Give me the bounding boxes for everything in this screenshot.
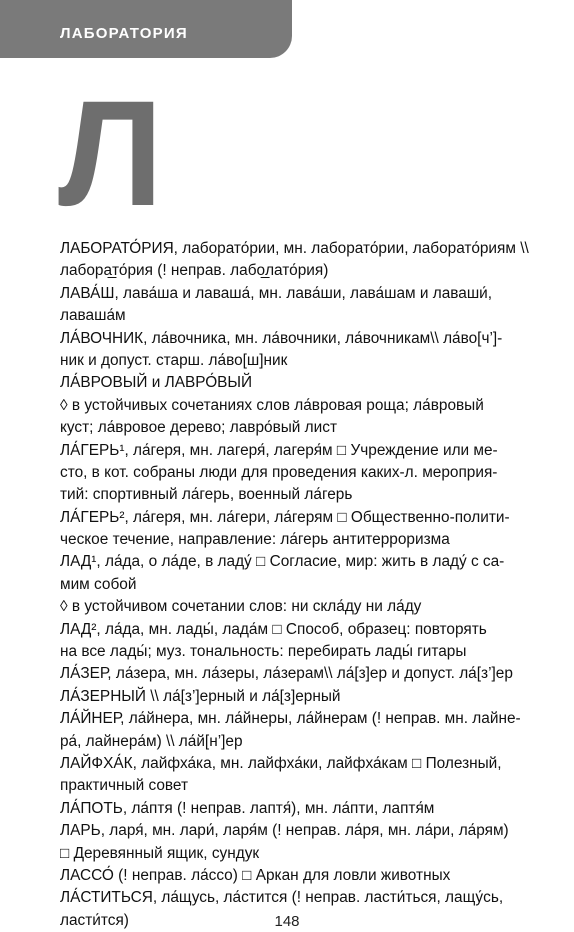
entry-line: ЛАД¹, ла́да, о ла́де, в ладу́ □ Согласие, мир: жить в ладу́ с са- (60, 553, 505, 571)
entry-line: ЛА́СТИТЬСЯ, ла́щусь, ла́стится (! неправ. ласти́ться, лащу́сь, (60, 889, 504, 907)
entry-line: ЛАЙФХА́К, лайфха́ка, мн. лайфха́ки, лайфха́кам □ Полезный, (60, 754, 502, 772)
section-header-tab (0, 0, 292, 58)
entry-line: лаваша́м (60, 307, 126, 325)
entry-line: ЛА́ЗЕР, ла́зера, мн. ла́зеры, ла́зерам\\ ла́[з]ер и допуст. ла́[з’]ер (60, 665, 513, 683)
entry-line: ра́, лайнера́м) \\ ла́й[н’]ер (60, 732, 243, 750)
entry-line: ЛА́ГЕРЬ¹, ла́геря, мн. лагеря́, лагеря́м □ Учреждение или ме- (60, 441, 498, 459)
entry-line: ◊ в устойчивом сочетании слов: ни скла́ду ни ла́ду (60, 598, 422, 616)
entry-line: сто, в кот. собраны люди для проведения каких-л. мероприя- (60, 463, 498, 481)
entry-line: ЛА́ВОЧНИК, ла́вочника, мн. ла́вочники, ла́вочникам\\ ла́во[ч’]- (60, 329, 503, 347)
entry-line: мим собой (60, 575, 137, 593)
entry-line: ЛА́ПОТЬ, ла́птя (! неправ. лаптя́), мн. ла́пти, лаптя́м (60, 799, 435, 817)
entry-line: практичный совет (60, 777, 188, 795)
entry-line: ЛА́ВРОВЫЙ и ЛАВРО́ВЫЙ (60, 374, 253, 392)
entry-line: куст; ла́вровое дерево; лавро́вый лист (60, 419, 338, 437)
entry-line: тий: спортивный ла́герь, военный ла́герь (60, 486, 353, 504)
entry-line: ческое течение, направление: ла́герь антитерроризма (60, 531, 450, 549)
entry-line: ЛАД², ла́да, мн. лады́, лада́м □ Способ, образец: повторять (60, 620, 487, 638)
entry-line: ЛАРЬ, ларя́, мн. лари́, ларя́м (! неправ. ла́ря, мн. ла́ри, ла́рям) (60, 822, 509, 840)
entry-line: ◊ в устойчивых сочетаниях слов ла́вровая роща; ла́вровый (60, 396, 484, 414)
entry-line: ЛАБОРАТО́РИЯ, лаборато́рии, мн. лаборато́рии, лаборато́риям \\ (60, 240, 529, 257)
entry-line: □ Деревянный ящик, сундук (60, 844, 260, 862)
section-title: ЛАБОРАТОРИЯ (60, 25, 188, 42)
page-number: 148 (274, 913, 300, 930)
dictionary-entries (60, 238, 574, 932)
entry-line: ЛА́ГЕРЬ², ла́геря, мн. ла́гери, ла́герям □ Общественно-полити- (60, 508, 510, 526)
entry-line: ЛАССО́ (! неправ. ла́ссо) □ Аркан для ловли животных (60, 866, 451, 884)
entry-line: ЛА́ЗЕРНЫЙ \\ ла́[з’]ерный и ла́[з]ерный (60, 687, 341, 705)
entry-line: ласти́тся) (60, 911, 129, 929)
entry-line: ЛА́ЙНЕР, ла́йнера, мн. ла́йнеры, ла́йнерам (! неправ. мн. лайне- (60, 710, 521, 728)
entry-line: ЛАВА́Ш, лава́ша и лаваша́, мн. лава́ши, лава́шам и лаваши́, (60, 284, 493, 302)
entry-line: ник и допуст. старш. ла́во[ш]ник (60, 351, 288, 369)
section-letter: Л (58, 69, 162, 237)
entry-line: на все лады́; муз. тональность: перебирать лады́ гитары (60, 643, 467, 661)
entry-line: лабора̲то́рия (! неправ. лабо̲лато́рия) (60, 262, 329, 280)
